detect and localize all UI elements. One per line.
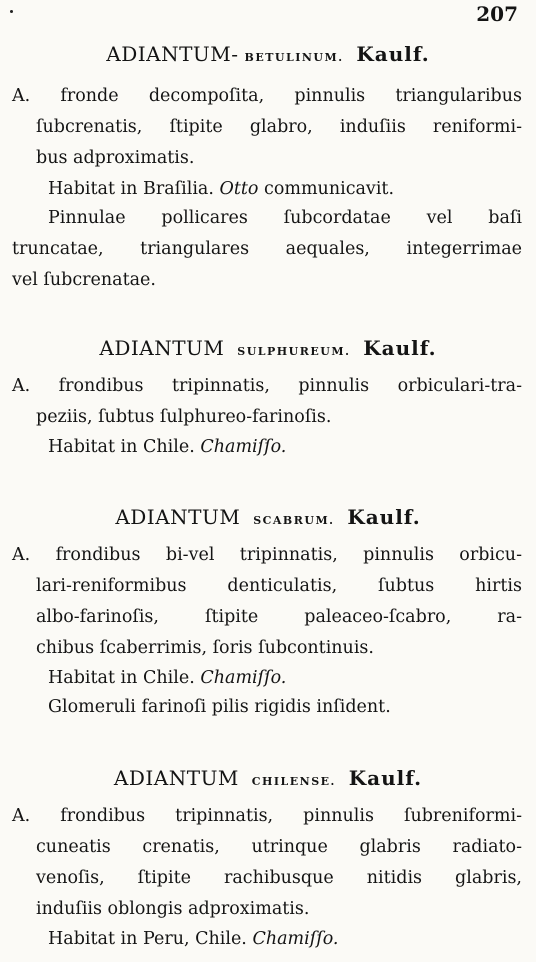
entry-author: Kaulf. [347,505,421,529]
diagnosis-line: A. fronde decompoſita, pinnulis triangularibus [12,86,522,106]
diagnosis-line: bus adproximatis. [36,148,195,168]
collector-name: Chamiſſo. [200,668,287,688]
entry-title [0,505,536,529]
entry-title [0,766,536,790]
habitat-line [48,181,394,199]
habitat-line [48,670,286,688]
entry-author: Kaulf. [363,336,437,360]
collector-name: Otto [219,179,259,199]
entry-title [0,336,536,360]
note-line: truncatae, triangulares aequales, integerrimae [12,239,522,259]
entry-genus: ADIANTUM [113,766,239,790]
note-line: Glomeruli farinoſi pilis rigidis inſident. [48,697,391,717]
entry-author: Kaulf. [356,42,430,66]
habitat-suffix: communicavit. [264,179,395,199]
entry-species: BETULINUM. [244,51,344,64]
habitat-text: Habitat in Chile. [48,668,195,688]
entry-title [0,42,536,66]
diagnosis-line: peziis, ſubtus ſulphureo-farinoſis. [36,407,332,427]
diagnosis-line: induſiis oblongis adproximatis. [36,899,310,919]
habitat-line [48,439,286,457]
note-line: Pinnulae pollicares ſubcordatae vel baſi [48,208,522,228]
entry-genus: ADIANTUM [106,42,232,66]
entry-genus: ADIANTUM [99,336,225,360]
note-line: vel ſubcrenatae. [12,270,156,290]
habitat-text: Habitat in Chile. [48,437,195,457]
entry-genus: ADIANTUM [115,505,241,529]
collector-name: Chamiſſo. [252,929,339,949]
entry-author: Kaulf. [348,766,423,790]
page-number: 207 [476,2,518,26]
entry-separator: - [231,42,239,66]
diagnosis-line: albo-farinoſis, ſtipite paleaceo-ſcabro, ra- [36,607,522,627]
diagnosis-line: A. frondibus tripinnatis, pinnulis orbiculari-tra- [12,376,522,396]
collector-name: Chamiſſo. [200,437,287,457]
entry-species: SCABRUM. [253,514,335,527]
habitat-text: Habitat in Braſilia. [48,179,214,199]
diagnosis-line: venoſis, ſtipite rachibusque nitidis glabris, [36,868,522,888]
diagnosis-line: chibus ſcaberrimis, ſoris ſubcontinuis. [36,638,374,658]
entry-species: SULPHUREUM. [237,345,351,358]
entry-species: CHILENSE. [251,775,336,788]
habitat-text: Habitat in Peru, Chile. [48,929,247,949]
habitat-line [48,931,338,949]
diagnosis-line: A. frondibus bi-vel tripinnatis, pinnulis orbicu- [12,545,522,565]
diagnosis-line: ſubcrenatis, ſtipite glabro, induſiis reniformi- [36,117,522,137]
diagnosis-line: A. frondibus tripinnatis, pinnulis ſubreniformi- [12,806,522,826]
ink-speck [10,10,13,13]
diagnosis-line: cuneatis crenatis, utrinque glabris radiato- [36,837,522,857]
diagnosis-line: lari-reniformibus denticulatis, ſubtus hirtis [36,576,522,596]
